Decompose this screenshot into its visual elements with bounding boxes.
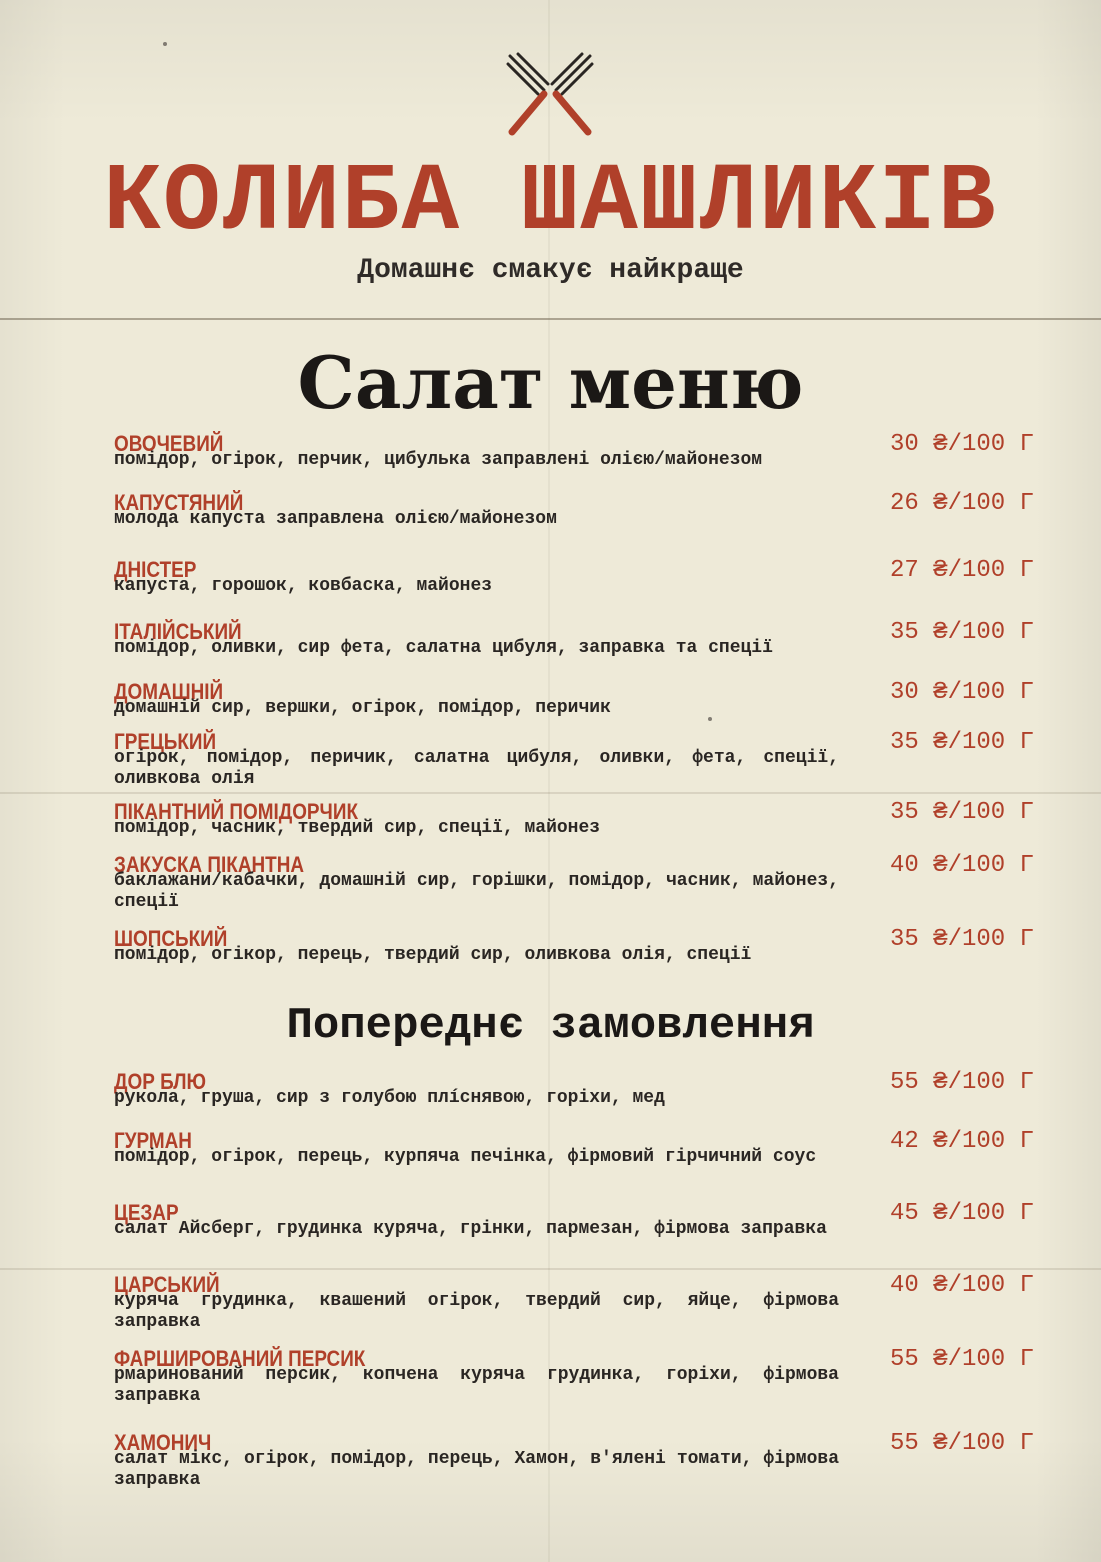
fold-line: [0, 792, 1101, 794]
crossed-skewers-icon: [504, 50, 596, 140]
item-name: ШОПСЬКИЙ: [114, 926, 228, 951]
tagline: Домашнє смакує найкраще: [357, 255, 744, 286]
section-title-preorder: Попереднє замовлення: [286, 1001, 815, 1051]
item-name: ДОР БЛЮ: [114, 1069, 206, 1094]
item-description: помідор, часник, твердий сир, спеції, майонез: [114, 818, 601, 838]
fold-line: [0, 1268, 1101, 1270]
item-name: ЗАКУСКА ПІКАНТНА: [114, 852, 305, 877]
item-description: рмаринований персик, копчена куряча грудинка, горіхи, фірмова заправка: [114, 1365, 839, 1406]
section-title-salad-menu: Салат меню: [297, 340, 804, 425]
item-price: 35 ₴/100 Г: [889, 799, 1034, 826]
item-name: ГУРМАН: [114, 1128, 192, 1153]
item-description: баклажани/кабачки, домашній сир, горішки, помідор, часник, майонез, спеції: [114, 871, 839, 912]
item-name: КАПУСТЯНИЙ: [114, 490, 244, 515]
item-name: ЦАРСЬКИЙ: [114, 1272, 220, 1297]
item-price: 42 ₴/100 Г: [889, 1128, 1034, 1155]
item-name: ІТАЛІЙСЬКИЙ: [114, 619, 242, 644]
item-name: ГРЕЦЬКИЙ: [114, 729, 217, 754]
item-name: ПІКАНТНИЙ ПОМІДОРЧИК: [114, 799, 358, 824]
item-name: ХАМОНИЧ: [114, 1430, 212, 1455]
item-description: рукола, груша, сир з голубою плíснявою, горіхи, мед: [114, 1088, 665, 1108]
item-name: ОВОЧЕВИЙ: [114, 431, 224, 456]
item-description: капуста, горошок, ковбаска, майонез: [114, 576, 493, 596]
item-name: ЦЕЗАР: [114, 1200, 179, 1225]
item-price: 35 ₴/100 Г: [889, 926, 1034, 953]
item-name: ДНІСТЕР: [114, 557, 197, 582]
item-description: салат Айсберг, грудинка куряча, грінки, пармезан, фірмова заправка: [114, 1219, 827, 1239]
brand-title: КОЛИБА ШАШЛИКІВ: [103, 148, 998, 257]
item-description: помідор, огірок, перець, курпяча печінка, фірмовий гірчичний соус: [114, 1147, 817, 1167]
item-description: огірок, помідор, перичик, салатна цибуля, оливки, фета, спеції, оливкова олія: [114, 748, 839, 789]
paper-speck: [163, 42, 167, 46]
item-name: ДОМАШНІЙ: [114, 679, 224, 704]
item-price: 45 ₴/100 Г: [889, 1200, 1034, 1227]
item-price: 40 ₴/100 Г: [889, 852, 1034, 879]
item-name: ФАРШИРОВАНИЙ ПЕРСИК: [114, 1346, 366, 1371]
fold-line: [0, 318, 1101, 320]
item-price: 30 ₴/100 Г: [889, 679, 1034, 706]
item-description: помідор, огікор, перець, твердий сир, оливкова олія, спеції: [114, 945, 752, 965]
item-price: 35 ₴/100 Г: [889, 619, 1034, 646]
item-price: 55 ₴/100 Г: [889, 1346, 1034, 1373]
item-price: 30 ₴/100 Г: [889, 431, 1034, 458]
item-price: 55 ₴/100 Г: [889, 1069, 1034, 1096]
item-description: домашній сир, вершки, огірок, помідор, перичик: [114, 698, 611, 718]
item-price: 27 ₴/100 Г: [889, 557, 1034, 584]
item-description: помідор, огірок, перчик, цибулька заправлені олією/майонезом: [114, 450, 763, 470]
item-price: 40 ₴/100 Г: [889, 1272, 1034, 1299]
item-description: помідор, оливки, сир фета, салатна цибуля, заправка та спеції: [114, 638, 773, 658]
item-description: молода капуста заправлена олією/майонезом: [114, 509, 557, 529]
item-description: куряча грудинка, квашений огірок, твердий сир, яйце, фірмова заправка: [114, 1291, 839, 1332]
item-description: салат мікс, огірок, помідор, перець, Хамон, в'ялені томати, фірмова заправка: [114, 1449, 839, 1490]
item-price: 35 ₴/100 Г: [889, 729, 1034, 756]
item-price: 26 ₴/100 Г: [889, 490, 1034, 517]
item-price: 55 ₴/100 Г: [889, 1430, 1034, 1457]
